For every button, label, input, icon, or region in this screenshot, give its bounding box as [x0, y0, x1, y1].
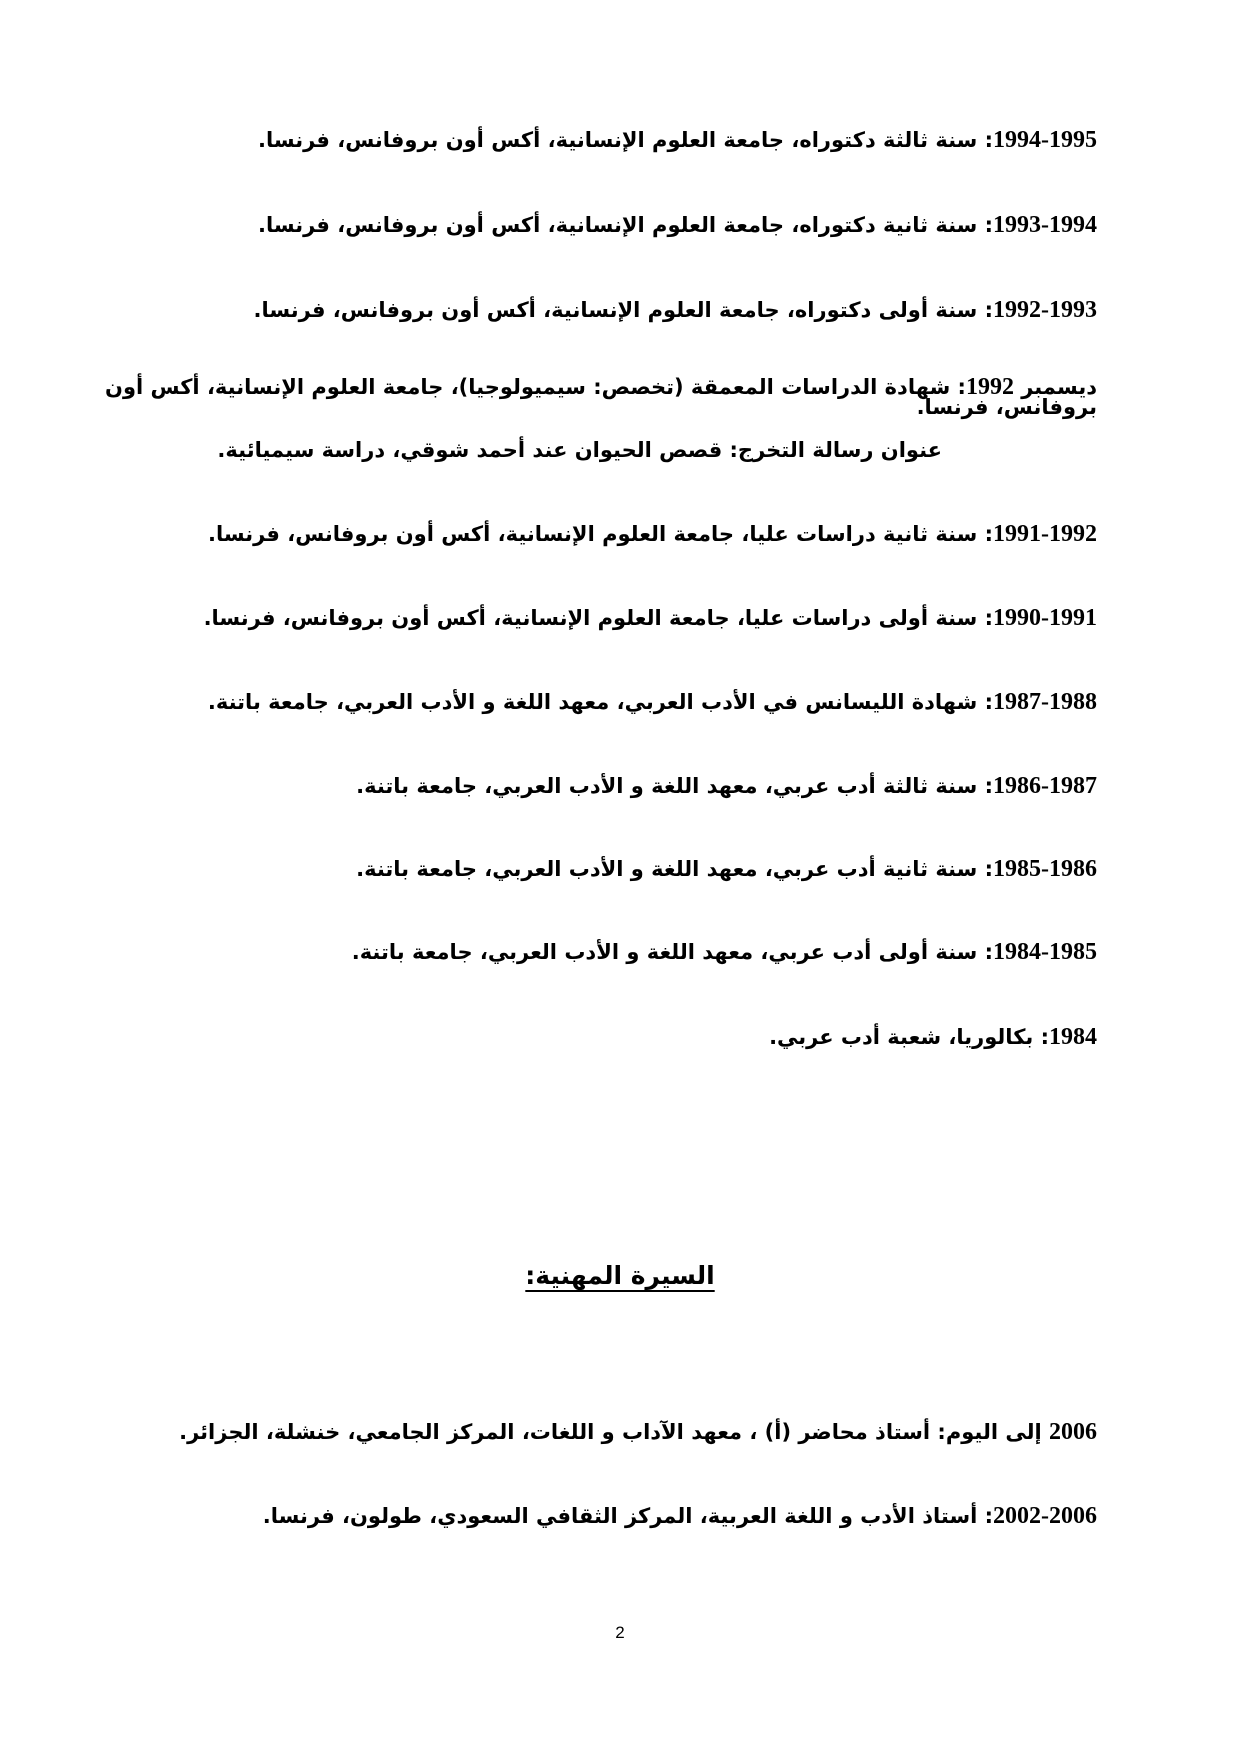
entry-years: 1986-1987	[993, 773, 1097, 799]
dea-entry	[37, 374, 1097, 419]
entry-text: : أستاذ الأدب و اللغة العربية، المركز الثقافي السعودي، طولون، فرنسا.	[262, 1504, 993, 1528]
entry-text: : سنة ثالثة دكتوراه، جامعة العلوم الإنسانية، أكس أون بروفانس، فرنسا.	[257, 128, 993, 152]
entry-text: : سنة ثالثة أدب عربي، معهد اللغة و الأدب العربي، جامعة باتنة.	[356, 774, 993, 798]
entry-years: 1990-1991	[993, 605, 1097, 631]
education-entry	[769, 1024, 1097, 1050]
career-entry	[179, 1419, 1097, 1445]
career-entry	[263, 1503, 1097, 1529]
dea-year: 1992	[965, 374, 1014, 400]
entry-years: 1984-1985	[993, 939, 1097, 965]
education-entry	[208, 689, 1097, 715]
entry-text: : سنة أولى دراسات عليا، جامعة العلوم الإنسانية، أكس أون بروفانس، فرنسا.	[203, 606, 993, 630]
education-entry	[356, 773, 1097, 799]
education-entry	[204, 605, 1097, 631]
entry-text: : سنة ثانية أدب عربي، معهد اللغة و الأدب العربي، جامعة باتنة.	[356, 857, 993, 881]
entry-years: 1992-1993	[993, 297, 1097, 323]
entry-text: : سنة أولى دكتوراه، جامعة العلوم الإنسانية، أكس أون بروفانس، فرنسا.	[253, 298, 993, 322]
entry-text: : سنة ثانية دراسات عليا، جامعة العلوم الإنسانية، أكس أون بروفانس، فرنسا.	[207, 522, 993, 546]
entry-years: 2002-2006	[993, 1503, 1097, 1529]
education-entry	[208, 521, 1097, 547]
entry-text: : شهادة الليسانس في الأدب العربي، معهد اللغة و الأدب العربي، جامعة باتنة.	[207, 690, 993, 714]
dea-text: : شهادة الدراسات المعمقة (تخصص: سيميولوجيا)، جامعة العلوم الإنسانية، أكس أون بروفانس، فرنسا.	[105, 375, 1097, 419]
thesis-title: عنوان رسالة التخرج: قصص الحيوان عند أحمد شوقي، دراسة سيميائية.	[217, 438, 942, 462]
education-entry	[356, 856, 1097, 882]
entry-text: : بكالوريا، شعبة أدب عربي.	[769, 1025, 1049, 1049]
entry-years: 1984	[1049, 1024, 1097, 1050]
education-entry	[258, 127, 1097, 153]
career-heading: السيرة المهنية:	[525, 1261, 715, 1290]
education-entry	[254, 297, 1097, 323]
entry-years: 1993-1994	[993, 212, 1097, 238]
entry-years: 1985-1986	[993, 856, 1097, 882]
education-entry	[352, 939, 1097, 965]
education-entry	[258, 212, 1097, 238]
entry-years: 1991-1992	[993, 521, 1097, 547]
entry-text: : سنة ثانية دكتوراه، جامعة العلوم الإنسانية، أكس أون بروفانس، فرنسا.	[257, 213, 993, 237]
entry-years: 1994-1995	[993, 127, 1097, 153]
entry-text: إلى اليوم: أستاذ محاضر (أ) ، معهد الآداب و اللغات، المركز الجامعي، خنشلة، الجزائر.	[179, 1420, 1049, 1444]
page-number: 2	[615, 1623, 625, 1642]
entry-text: : سنة أولى أدب عربي، معهد اللغة و الأدب العربي، جامعة باتنة.	[351, 940, 993, 964]
entry-years: 2006	[1049, 1419, 1097, 1445]
dea-prefix: ديسمبر	[1013, 375, 1097, 399]
entry-years: 1987-1988	[993, 689, 1097, 715]
